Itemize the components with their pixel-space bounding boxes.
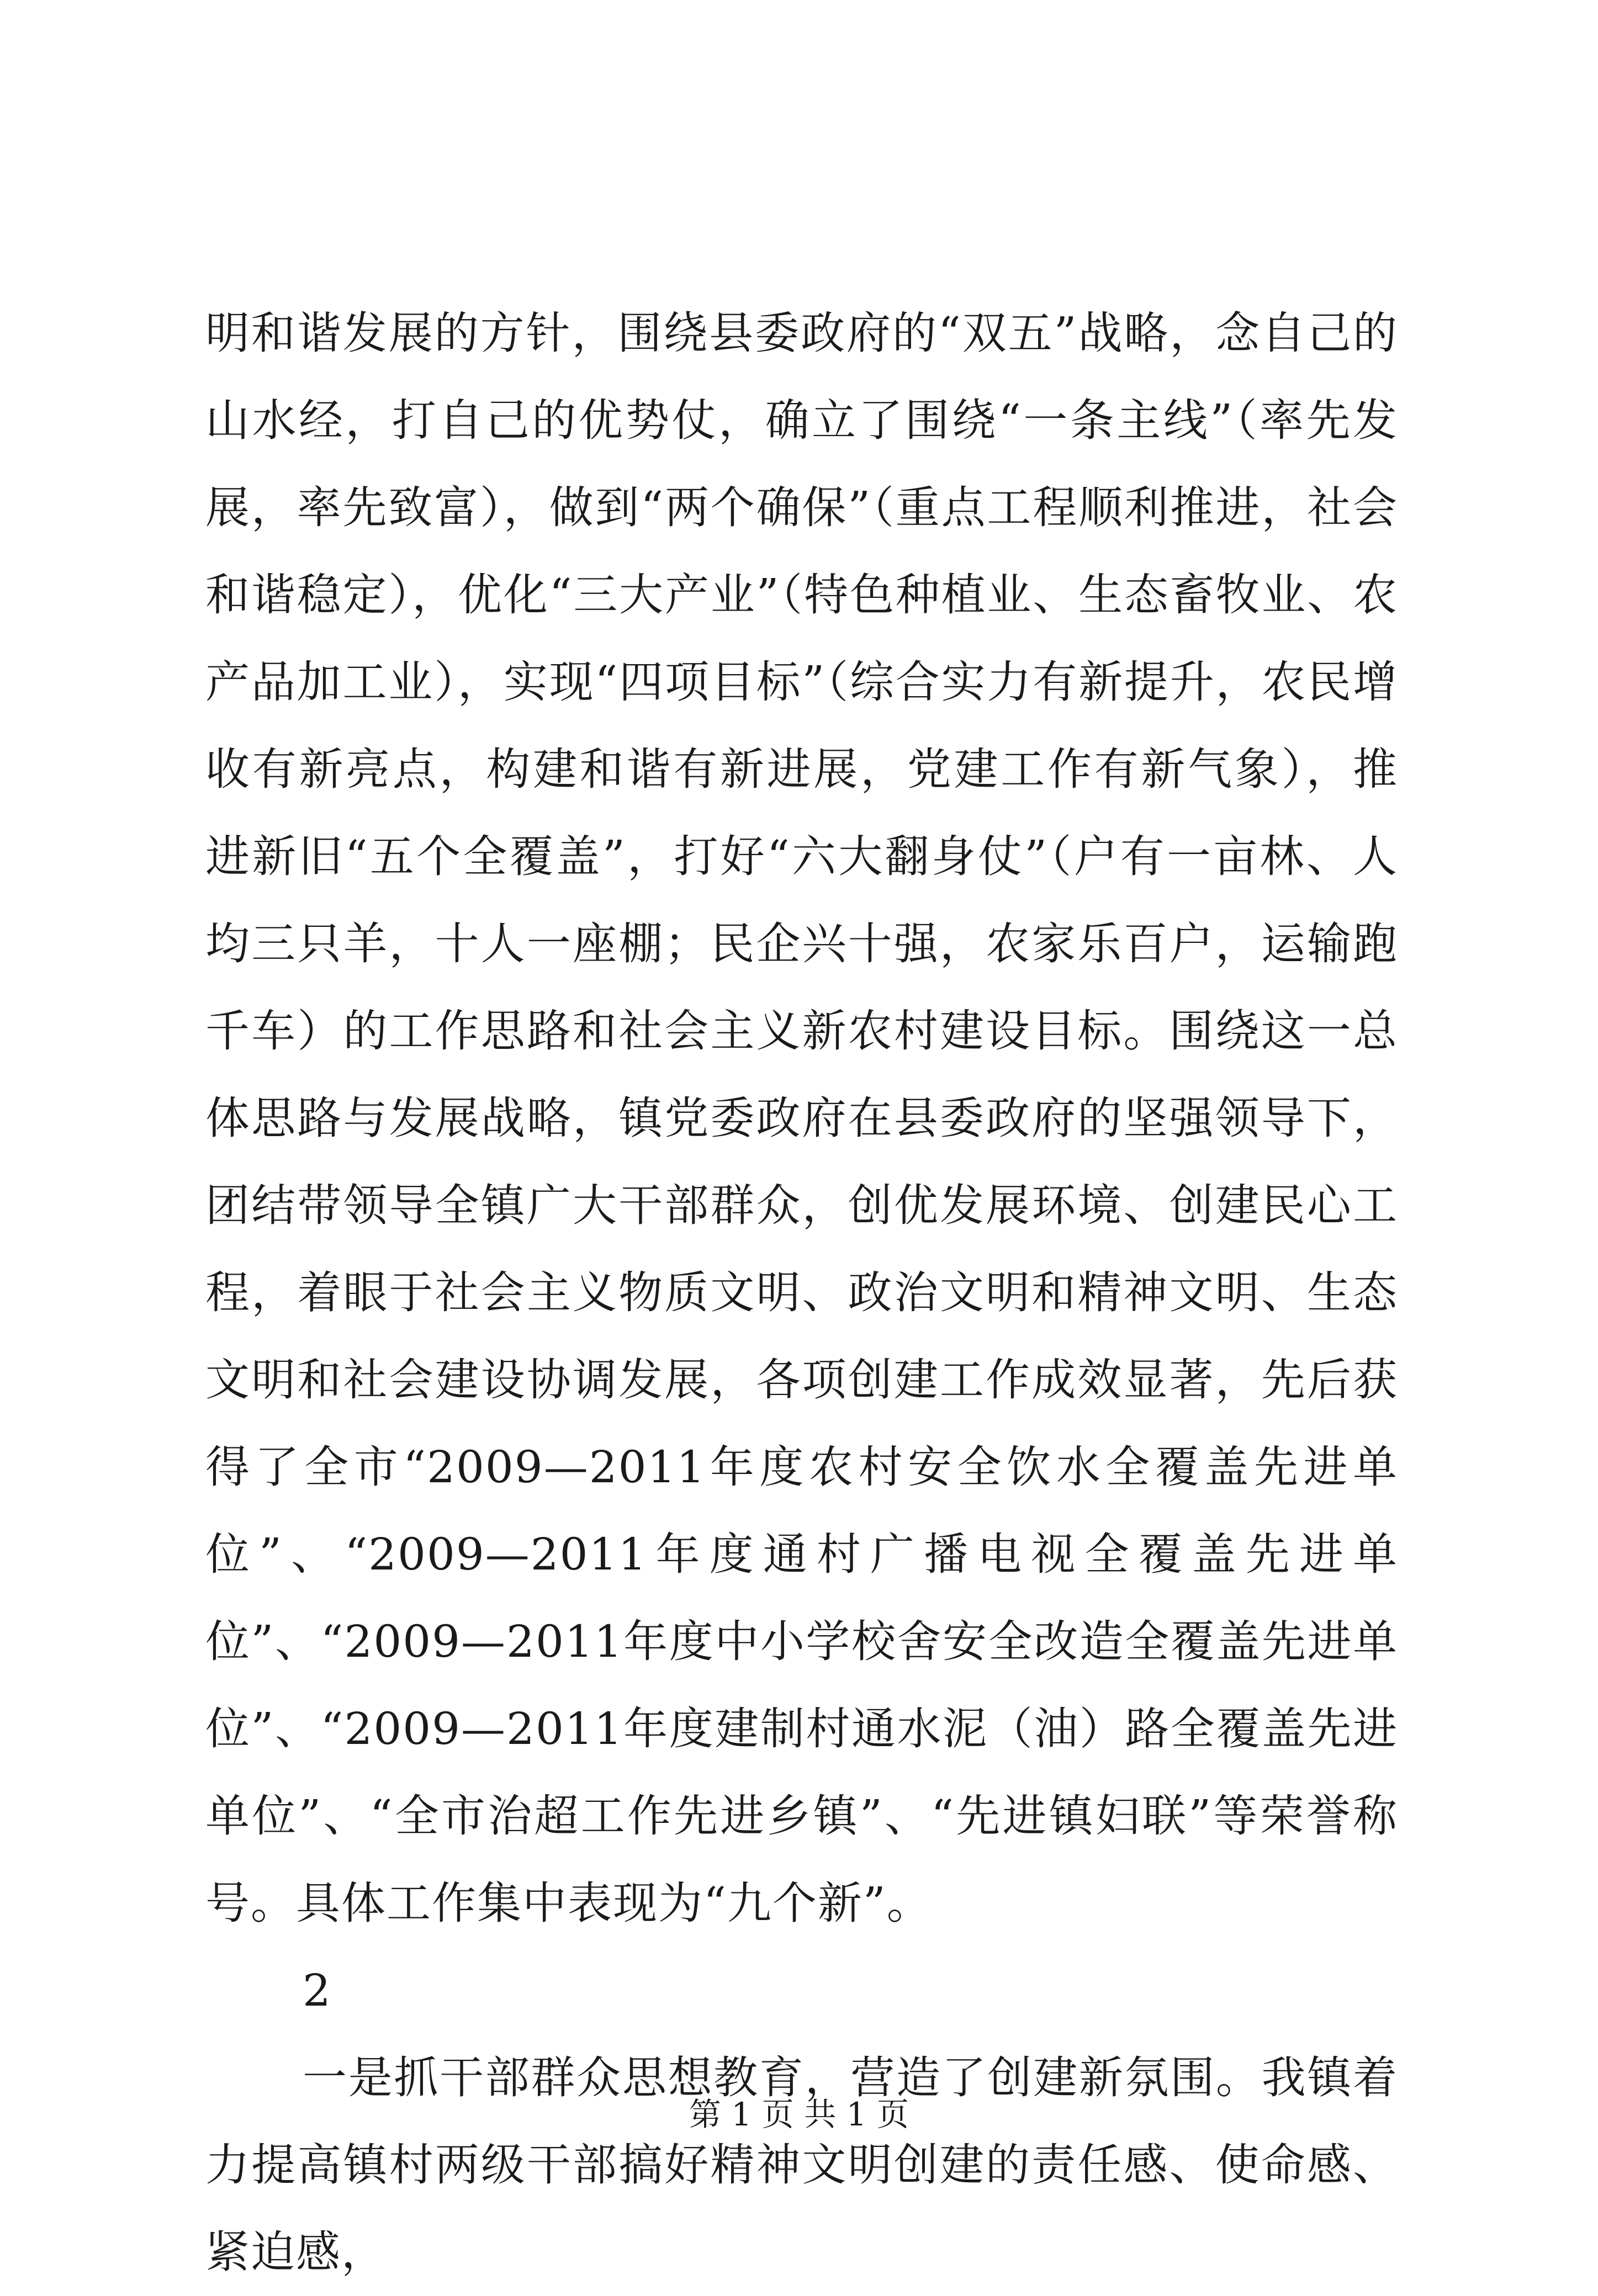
paragraph-continuation: 明和谐发展的方针，围绕县委政府的“双五”战略，念自己的山水经，打自己的优势仗，确立了围绕“一条主线”（率先发展，率先致富），做到“两个确保”（重点工程顺利推进，社会和谐稳定），优化“三大产业”（特色种植业、生态畜牧业、农产品加工业），实现“四项目标”（综合实力有新提升，农民增收有新亮点，构建和谐有新进展，党建工作有新气象），推进新旧“五个全覆盖”，打好“六大翻身仗”（户有一亩林、人均三只羊，十人一座棚；民企兴十强，农家乐百户，运输跑千车）的工作思路和社会主义新农村建设目标。围绕这一总体思路与发展战略，镇党委政府在县委政府的坚强领导下，团结带领导全镇广大干部群众，创优发展环境、创建民心工程，着眼于社会主义物质文明、政治文明和精神文明、生态文明和社会建设协调发展，各项创建工作成效显著，先后获得了全市“2009—2011年度农村安全饮水全覆盖先进单位”、“2009—2011年度通村广播电视全覆盖先进单位”、“2009—2011年度中小学校舍安全改造全覆盖先进单位”、“2009—2011年度建制村通水泥（油）路全覆盖先进单位”、“全市治超工作先进乡镇”、“先进镇妇联”等荣誉称号。具体工作集中表现为“九个新”。 — [205, 307, 1398, 1929]
paragraph-section-one: 一是抓干部群众思想教育，营造了创建新氛围。我镇着力提高镇村两级干部搞好精神文明创建的责任感、使命感、紧迫感， — [205, 2052, 1398, 2278]
document-body — [205, 290, 1398, 2296]
paragraph-number: 2 — [303, 1965, 332, 2016]
page-footer: 第 1 页 共 1 页 — [689, 2096, 909, 2133]
